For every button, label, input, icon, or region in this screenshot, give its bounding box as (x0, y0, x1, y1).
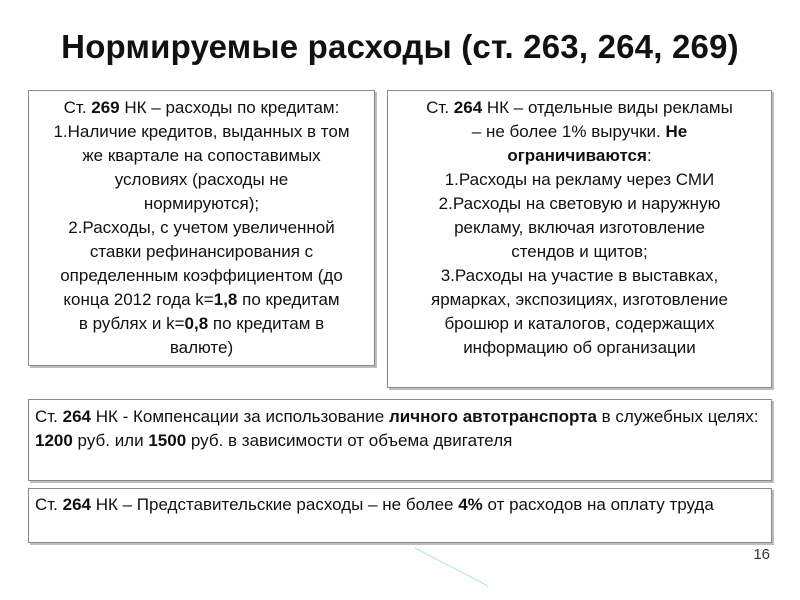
decorative-line-stroke (415, 548, 488, 586)
box-vehicle-compensation: Ст. 264 НК - Компенсации за использование личного автотранспорта в служебных целях: 1200 руб. или 1500 руб. в зависимости от объема двигателя (28, 399, 772, 481)
advertising-line: ограничиваются: (507, 146, 652, 165)
advertising-line: информацию об организации (463, 338, 696, 357)
box-representation-expenses: Ст. 264 НК – Представительские расходы – не более 4% от расходов на оплату труда (28, 488, 772, 543)
advertising-heading: Ст. 264 НК – отдельные виды рекламы (426, 98, 733, 117)
credit-line: 2.Расходы, с учетом увеличенной (68, 218, 335, 237)
credit-line: 1.Наличие кредитов, выданных в том (53, 122, 350, 141)
advertising-line: – не более 1% выручки. Не (471, 122, 688, 141)
credit-line: конца 2012 года k=1,8 по кредитам (63, 290, 340, 309)
credit-line: валюте) (169, 338, 234, 357)
credit-line: определенным коэффициентом (до (60, 266, 343, 285)
slide-title: Нормируемые расходы (ст. 263, 264, 269) (61, 28, 739, 65)
credit-line: нормируются); (143, 194, 260, 213)
credit-line: же квартале на сопоставимых (82, 146, 321, 165)
credit-heading: Ст. 269 НК – расходы по кредитам: (63, 98, 340, 117)
advertising-line: стендов и щитов; (511, 242, 648, 261)
credit-line: ставки рефинансирования с (89, 242, 314, 261)
advertising-line: брошюр и каталогов, содержащих (444, 314, 715, 333)
advertising-line: 1.Расходы на рекламу через СМИ (444, 170, 715, 189)
credit-line: в рублях и k=0,8 по кредитам в (78, 314, 325, 333)
advertising-line: 3.Расходы на участие в выставках, (440, 266, 719, 285)
credit-line: условиях (расходы не (114, 170, 289, 189)
advertising-line: 2.Расходы на световую и наружную (438, 194, 721, 213)
advertising-line: ярмарках, экспозициях, изготовление (430, 290, 729, 309)
advertising-line: рекламу, включая изготовление (454, 218, 705, 237)
page-number: 16 (753, 546, 770, 563)
